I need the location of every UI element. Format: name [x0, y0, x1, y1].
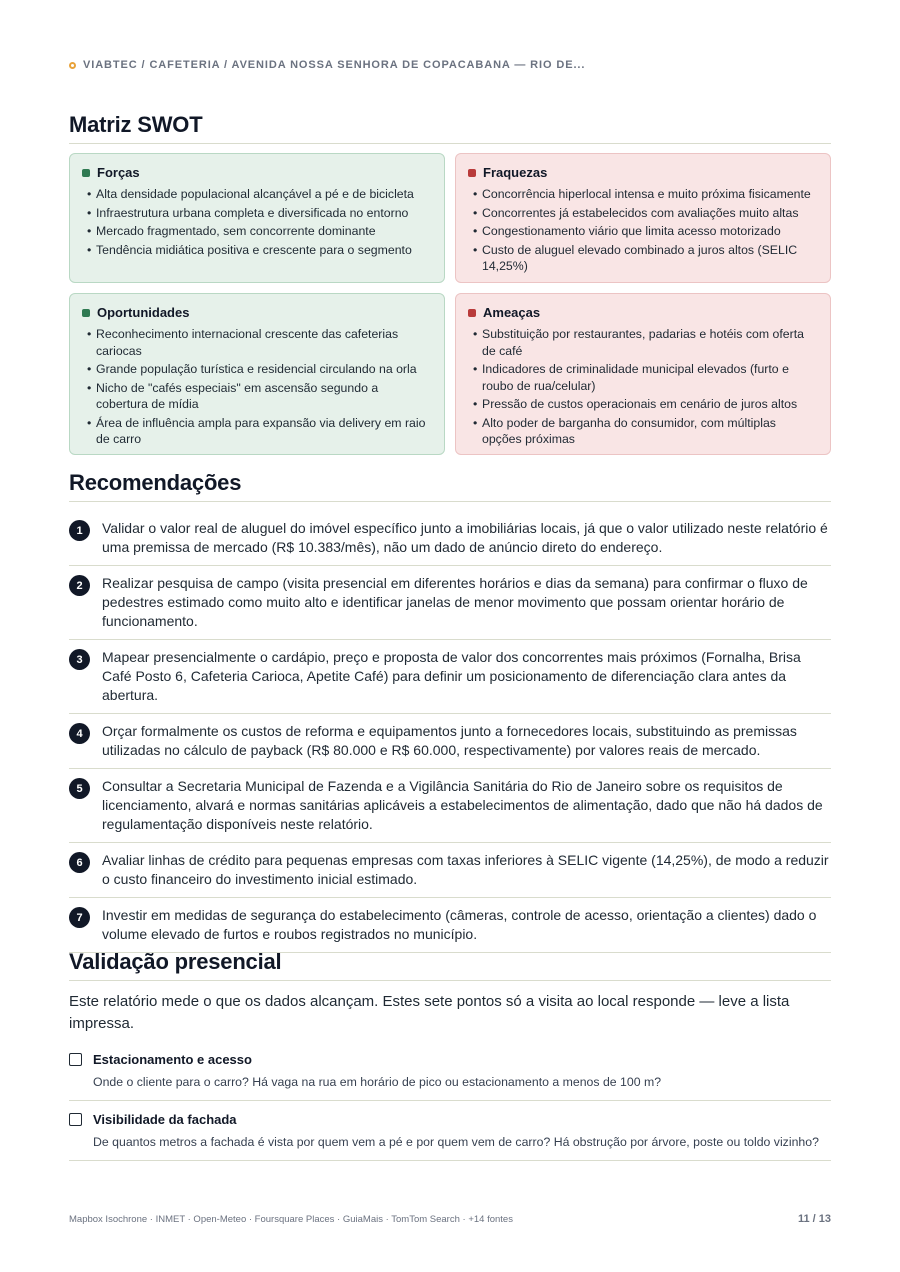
recommendation-text: Validar o valor real de aluguel do imóvel específico junto a imobiliárias locais, já que o valor utilizado neste relatório é uma premissa de mercado (R$ 10.383/mês), não um dado de anúncio direto do endereço.: [102, 520, 828, 555]
swot-threats-card: [455, 293, 831, 455]
swot-opportunities-card: [69, 293, 445, 455]
recommendation-text: Consultar a Secretaria Municipal de Fazenda e a Vigilância Sanitária do Rio de Janeiro sobre os requisitos de licenciamento, alvará e normas sanitárias aplicáveis a estabelecimentos de alimentação, dado que não há dados de regulamentação disponíveis neste relatório.: [102, 778, 823, 832]
footer-sources: Mapbox Isochrone · INMET · Open-Meteo · Foursquare Places · GuiaMais · TomTom Search · +14 fontes: [69, 1213, 513, 1225]
recommendation-text: Realizar pesquisa de campo (visita presencial em diferentes horários e dias da semana) para confirmar o fluxo de pedestres estimado como muito alto e identificar janelas de menor movimento que possam orientar horário de funcionamento.: [102, 575, 808, 629]
list-item: • Alta densidade populacional alcançável a pé e de bicicleta: [82, 186, 432, 203]
opportunities-marker-icon: [82, 309, 90, 317]
recommendations-title: Recomendações: [69, 470, 242, 495]
divider: [69, 143, 831, 144]
recommendation-text: Avaliar linhas de crédito para pequenas empresas com taxas inferiores à SELIC vigente (14,25%), de modo a reduzir o custo financeiro do investimento inicial estimado.: [102, 852, 829, 887]
list-item: • Área de influência ampla para expansão via delivery em raio de carro: [82, 415, 432, 448]
number-badge: 7: [69, 907, 90, 928]
recommendation-item: [69, 898, 831, 953]
page-number: 11 / 13: [797, 1213, 831, 1225]
divider: [69, 980, 831, 981]
recommendation-item: [69, 511, 831, 566]
recommendation-item: [69, 640, 831, 714]
recommendation-text: Orçar formalmente os custos de reforma e equipamentos junto a fornecedores locais, substituindo as premissas utilizadas no cálculo de payback (R$ 80.000 e R$ 60.000, respectivamente) por valores reais de mercado.: [102, 723, 797, 758]
recommendation-text: Mapear presencialmente o cardápio, preço e proposta de valor dos concorrentes mais próximos (Fornalha, Brisa Café Posto 6, Cafeteria Carioca, Apetite Café) para definir um posicionamento de diferenciação clara antes da abertura.: [102, 649, 801, 703]
breadcrumb: [69, 59, 585, 71]
swot-title: Matriz SWOT: [69, 112, 203, 137]
list-item: • Reconhecimento internacional crescente das cafeterias cariocas: [82, 326, 432, 359]
number-badge: 2: [69, 575, 90, 596]
number-badge: 1: [69, 520, 90, 541]
checklist-item-description: Onde o cliente para o carro? Há vaga na rua em horário de pico ou estacionamento a menos de 100 m?: [93, 1075, 662, 1089]
validation-intro: Este relatório mede o que os dados alcançam. Estes sete pontos só a visita ao local responde — leve a lista impressa.: [69, 993, 790, 1032]
list-item: • Infraestrutura urbana completa e diversificada no entorno: [82, 205, 432, 222]
list-item: • Substituição por restaurantes, padarias e hotéis com oferta de café: [468, 326, 818, 359]
recommendation-item: [69, 566, 831, 640]
swot-strengths-card: [69, 153, 445, 283]
threats-marker-icon: [468, 309, 476, 317]
list-item: • Nicho de "cafés especiais" em ascensão segundo a cobertura de mídia: [82, 380, 432, 413]
list-item: • Concorrência hiperlocal intensa e muito próxima fisicamente: [468, 186, 818, 203]
page-footer: [69, 1213, 831, 1225]
threats-title: Ameaças: [483, 305, 541, 320]
validation-title: Validação presencial: [69, 949, 282, 974]
recommendations-list: [69, 511, 831, 953]
checklist-item-title: Visibilidade da fachada: [93, 1112, 237, 1127]
list-item: • Mercado fragmentado, sem concorrente dominante: [82, 223, 432, 240]
list-item: • Grande população turística e residencial circulando na orla: [82, 361, 432, 378]
divider: [69, 501, 831, 502]
checklist-item: [69, 1049, 831, 1101]
recommendation-item: [69, 714, 831, 769]
location-pin-icon: [69, 62, 76, 69]
strengths-title: Forças: [97, 165, 140, 180]
recommendation-text: Investir em medidas de segurança do estabelecimento (câmeras, controle de acesso, orientação a clientes) dado o volume elevado de furtos e roubos registrados no município.: [102, 907, 817, 942]
list-item: • Indicadores de criminalidade municipal elevados (furto e roubo de rua/celular): [468, 361, 818, 394]
list-item: • Concorrentes já estabelecidos com avaliações muito altas: [468, 205, 818, 222]
list-item: • Custo de aluguel elevado combinado a juros altos (SELIC 14,25%): [468, 242, 818, 275]
list-item: • Congestionamento viário que limita acesso motorizado: [468, 223, 818, 240]
validation-checklist: [69, 1049, 831, 1169]
breadcrumb-text: VIABTEC / CAFETERIA / AVENIDA NOSSA SENHORA DE COPACABANA — RIO DE...: [83, 59, 586, 71]
list-item: • Tendência midiática positiva e crescente para o segmento: [82, 242, 432, 259]
recommendation-item: [69, 843, 831, 898]
checkbox[interactable]: [69, 1113, 82, 1126]
list-item: • Alto poder de barganha do consumidor, com múltiplas opções próximas: [468, 415, 818, 448]
list-item: • Pressão de custos operacionais em cenário de juros altos: [468, 396, 818, 413]
weaknesses-title: Fraquezas: [483, 165, 548, 180]
checklist-item: [69, 1109, 831, 1161]
recommendation-item: [69, 769, 831, 843]
report-page: [69, 0, 831, 1272]
number-badge: 4: [69, 723, 90, 744]
checklist-item-title: Estacionamento e acesso: [93, 1052, 252, 1067]
number-badge: 3: [69, 649, 90, 670]
number-badge: 5: [69, 778, 90, 799]
checkbox[interactable]: [69, 1053, 82, 1066]
weaknesses-marker-icon: [468, 169, 476, 177]
opportunities-title: Oportunidades: [97, 305, 190, 320]
swot-weaknesses-card: [455, 153, 831, 283]
number-badge: 6: [69, 852, 90, 873]
checklist-item-description: De quantos metros a fachada é vista por quem vem a pé e por quem vem de carro? Há obstrução por árvore, poste ou toldo vizinho?: [93, 1135, 819, 1149]
strengths-marker-icon: [82, 169, 90, 177]
